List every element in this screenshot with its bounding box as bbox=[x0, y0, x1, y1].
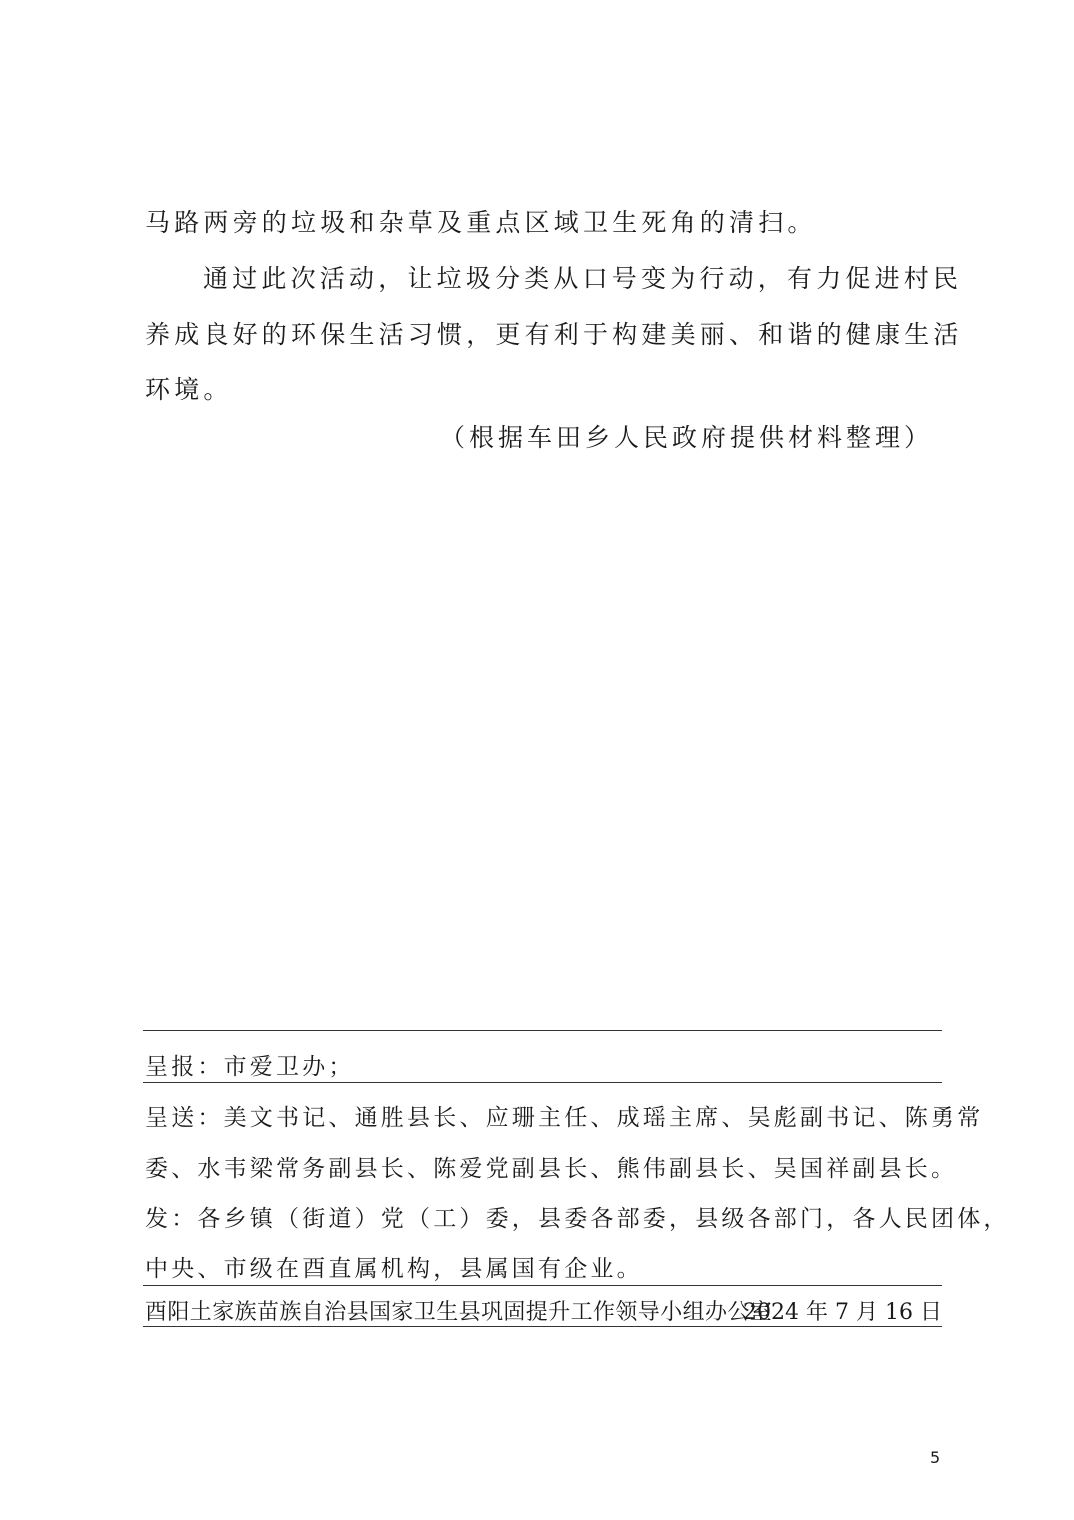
source-note: （根据车田乡人民政府提供材料整理） bbox=[440, 423, 934, 452]
issue-to-line: 中央、市级在酉直属机构，县属国有企业。 bbox=[145, 1256, 643, 1282]
divider-bottom bbox=[143, 1326, 942, 1327]
issue-to-line: 发：各乡镇（街道）党（工）委，县委各部委，县级各部门，各人民团体， bbox=[145, 1206, 1010, 1232]
issuing-office-name: 酉阳土家族苗族自治县国家卫生县巩固提升工作领导小组办公室 bbox=[145, 1300, 773, 1325]
paragraph-line: 养成良好的环保生活习惯，更有利于构建美丽、和谐的健康生活 bbox=[145, 320, 963, 349]
paragraph-line: 通过此次活动，让垃圾分类从口号变为行动，有力促进村民 bbox=[203, 264, 963, 293]
page-number: 5 bbox=[930, 1448, 941, 1467]
divider bbox=[143, 1082, 942, 1083]
report-to-line: 呈报：市爱卫办； bbox=[145, 1054, 355, 1080]
issue-date: 2024 年 7 月 16 日 bbox=[743, 1300, 942, 1325]
divider-top bbox=[143, 1030, 942, 1031]
paragraph-line: 马路两旁的垃圾和杂草及重点区域卫生死角的清扫。 bbox=[145, 208, 817, 237]
send-to-line: 委、水韦梁常务副县长、陈爱党副县长、熊伟副县长、吴国祥副县长。 bbox=[145, 1156, 958, 1182]
paragraph-line: 环境。 bbox=[145, 375, 233, 404]
divider bbox=[143, 1285, 942, 1286]
send-to-line: 呈送：美文书记、通胜县长、应珊主任、成瑶主席、吴彪副书记、陈勇常 bbox=[145, 1105, 984, 1131]
